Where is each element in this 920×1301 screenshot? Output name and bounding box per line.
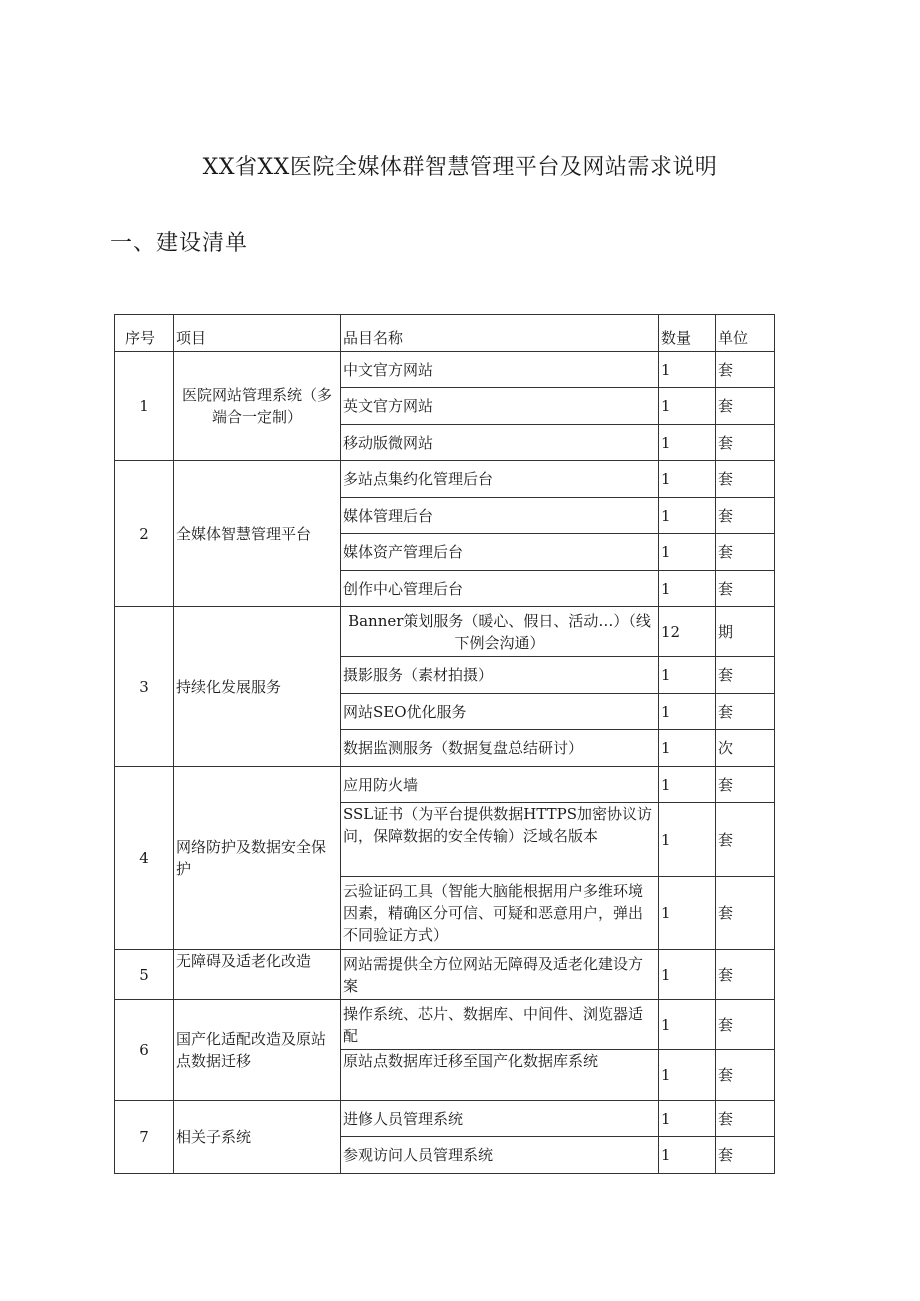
item-qty: 1 (659, 694, 716, 730)
group-seq: 1 (115, 352, 174, 461)
item-qty: 1 (659, 950, 716, 1000)
item-name: 参观访问人员管理系统 (341, 1137, 659, 1174)
item-unit: 次 (716, 730, 775, 767)
item-name: 移动版微网站 (341, 425, 659, 461)
group-seq: 5 (115, 950, 174, 1000)
item-qty: 1 (659, 534, 716, 571)
group-seq: 2 (115, 461, 174, 607)
item-unit: 套 (716, 1137, 775, 1174)
item-qty: 1 (659, 425, 716, 461)
header-project: 项目 (174, 315, 341, 352)
item-unit: 套 (716, 534, 775, 571)
item-name: SSL证书（为平台提供数据HTTPS加密协议访问，保障数据的安全传输）泛域名版本 (341, 803, 659, 877)
item-unit: 套 (716, 803, 775, 877)
item-name: 多站点集约化管理后台 (341, 461, 659, 498)
group-project: 持续化发展服务 (174, 607, 341, 767)
item-unit: 期 (716, 607, 775, 657)
item-qty: 1 (659, 1137, 716, 1174)
item-name: Banner策划服务（暖心、假日、活动…）（线下例会沟通） (341, 607, 659, 657)
item-unit: 套 (716, 767, 775, 803)
item-qty: 1 (659, 657, 716, 694)
group-project: 网络防护及数据安全保护 (174, 767, 341, 950)
section-heading: 一、建设清单 (110, 231, 249, 256)
table-row (115, 352, 775, 388)
table-row (115, 950, 775, 1000)
table-header-row (115, 315, 775, 352)
document-title: XX省XX医院全媒体群智慧管理平台及网站需求说明 (202, 155, 718, 180)
group-seq: 3 (115, 607, 174, 767)
group-project: 全媒体智慧管理平台 (174, 461, 341, 607)
item-qty: 1 (659, 571, 716, 607)
item-name: 原站点数据库迁移至国产化数据库系统 (341, 1050, 659, 1101)
item-qty: 1 (659, 352, 716, 388)
header-seq: 序号 (115, 315, 174, 352)
item-unit: 套 (716, 571, 775, 607)
item-name: 中文官方网站 (341, 352, 659, 388)
group-project: 相关子系统 (174, 1101, 341, 1174)
item-name: 创作中心管理后台 (341, 571, 659, 607)
header-item: 品目名称 (341, 315, 659, 352)
item-name: 操作系统、芯片、数据库、中间件、浏览器适配 (341, 1000, 659, 1050)
item-qty: 1 (659, 1050, 716, 1101)
item-qty: 12 (659, 607, 716, 657)
header-unit: 单位 (716, 315, 775, 352)
item-qty: 1 (659, 877, 716, 950)
item-unit: 套 (716, 950, 775, 1000)
item-unit: 套 (716, 461, 775, 498)
table-row (115, 1101, 775, 1137)
item-name: 媒体资产管理后台 (341, 534, 659, 571)
item-unit: 套 (716, 425, 775, 461)
item-unit: 套 (716, 1101, 775, 1137)
header-qty: 数量 (659, 315, 716, 352)
item-name: 应用防火墙 (341, 767, 659, 803)
item-unit: 套 (716, 388, 775, 425)
item-qty: 1 (659, 388, 716, 425)
item-name: 网站SEO优化服务 (341, 694, 659, 730)
item-name: 媒体管理后台 (341, 498, 659, 534)
item-name: 数据监测服务（数据复盘总结研讨） (341, 730, 659, 767)
item-qty: 1 (659, 767, 716, 803)
item-name: 摄影服务（素材拍摄） (341, 657, 659, 694)
item-unit: 套 (716, 877, 775, 950)
item-qty: 1 (659, 498, 716, 534)
item-name: 进修人员管理系统 (341, 1101, 659, 1137)
group-seq: 4 (115, 767, 174, 950)
table-row (115, 607, 775, 657)
requirements-table (114, 314, 775, 1174)
item-unit: 套 (716, 1050, 775, 1101)
item-unit: 套 (716, 694, 775, 730)
item-unit: 套 (716, 1000, 775, 1050)
item-qty: 1 (659, 803, 716, 877)
item-unit: 套 (716, 657, 775, 694)
table-row (115, 461, 775, 498)
item-name: 英文官方网站 (341, 388, 659, 425)
group-seq: 6 (115, 1000, 174, 1101)
group-project: 无障碍及适老化改造 (174, 950, 341, 1000)
item-unit: 套 (716, 352, 775, 388)
group-seq: 7 (115, 1101, 174, 1174)
group-project: 医院网站管理系统（多端合一定制） (174, 352, 341, 461)
table-row (115, 767, 775, 803)
item-qty: 1 (659, 730, 716, 767)
item-qty: 1 (659, 1101, 716, 1137)
item-unit: 套 (716, 498, 775, 534)
item-qty: 1 (659, 461, 716, 498)
item-qty: 1 (659, 1000, 716, 1050)
item-name: 云验证码工具（智能大脑能根据用户多维环境因素，精确区分可信、可疑和恶意用户，弹出不同验证方式） (341, 877, 659, 950)
group-project: 国产化适配改造及原站点数据迁移 (174, 1000, 341, 1101)
table-row (115, 1000, 775, 1050)
item-name: 网站需提供全方位网站无障碍及适老化建设方案 (341, 950, 659, 1000)
